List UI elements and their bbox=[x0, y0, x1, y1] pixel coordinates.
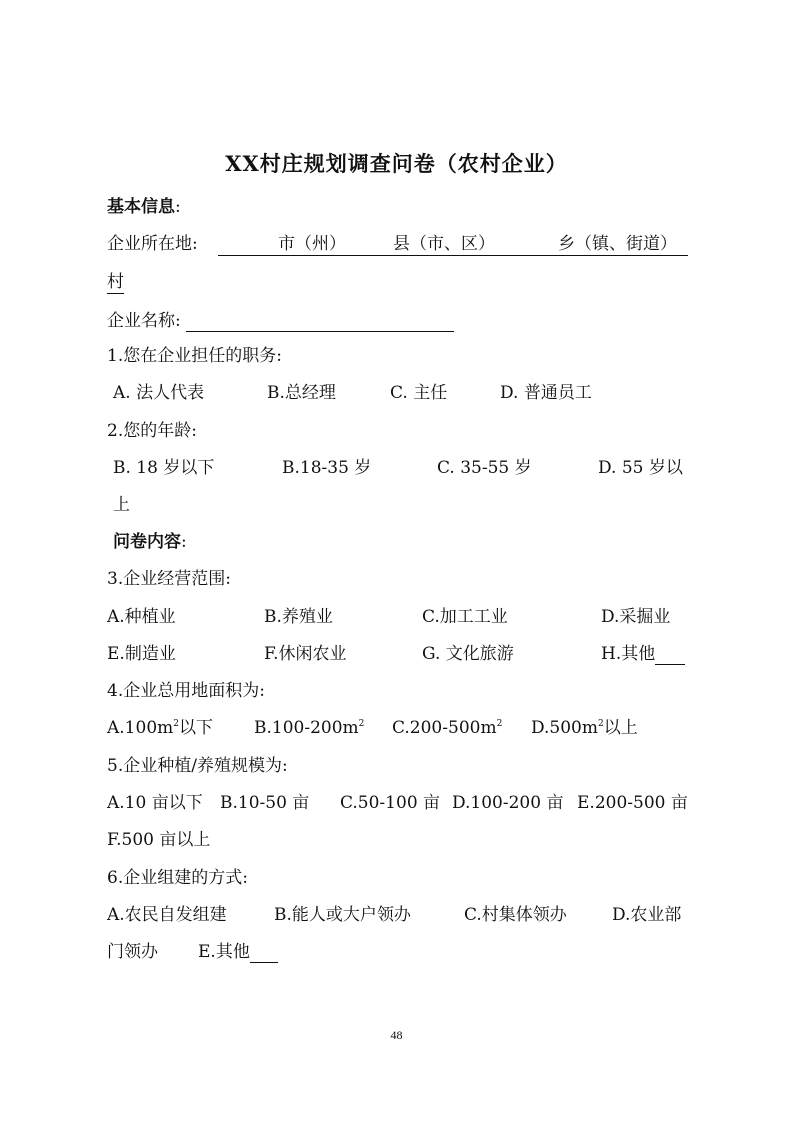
q2-option-d-continuation: 上 bbox=[113, 495, 130, 515]
q4-option-a[interactable] bbox=[107, 717, 213, 739]
location-unit-township: 乡（镇、街道） bbox=[558, 234, 677, 254]
q3-option-h-label: H.其他 bbox=[601, 644, 656, 664]
content-heading-colon: : bbox=[181, 532, 187, 552]
q2-option-c[interactable]: C. 35-55 岁 bbox=[437, 458, 532, 478]
q4-option-b-sup: 2 bbox=[358, 719, 365, 729]
location-unit-county: 县（市、区） bbox=[393, 234, 495, 254]
q6-option-b[interactable]: B.能人或大户领办 bbox=[274, 905, 411, 925]
q3-other-blank[interactable] bbox=[655, 646, 685, 665]
q2-option-b[interactable]: B.18-35 岁 bbox=[282, 458, 372, 478]
q5-option-b[interactable]: B.10-50 亩 bbox=[220, 793, 310, 813]
q2-question: 2.您的年龄: bbox=[107, 421, 197, 441]
q6-option-a[interactable]: A.农民自发组建 bbox=[107, 905, 227, 925]
q6-question: 6.企业组建的方式: bbox=[107, 868, 248, 888]
q5-option-c[interactable]: C.50-100 亩 bbox=[340, 793, 441, 813]
q6-option-d[interactable]: D.农业部 bbox=[612, 905, 682, 925]
location-field[interactable] bbox=[218, 233, 688, 256]
company-name-row bbox=[107, 310, 454, 332]
q5-question: 5.企业种植/养殖规模为: bbox=[107, 756, 288, 776]
company-name-field[interactable] bbox=[186, 313, 454, 332]
location-unit-city: 市（州） bbox=[278, 234, 346, 254]
q1-option-d[interactable]: D. 普通员工 bbox=[500, 383, 592, 403]
q6-other-blank[interactable] bbox=[250, 944, 278, 963]
q4-option-d-text: D.500m bbox=[531, 718, 598, 738]
q3-option-e[interactable]: E.制造业 bbox=[107, 644, 176, 664]
q3-option-a[interactable]: A.种植业 bbox=[107, 607, 176, 627]
q5-option-a[interactable]: A.10 亩以下 bbox=[107, 793, 203, 813]
q4-option-a-text: A.100m bbox=[107, 718, 174, 738]
q5-option-e[interactable]: E.200-500 亩 bbox=[577, 793, 688, 813]
basic-info-colon: : bbox=[175, 197, 181, 217]
q4-option-d-sup: 2 bbox=[598, 719, 604, 729]
content-heading bbox=[113, 531, 187, 553]
basic-info-heading bbox=[107, 196, 181, 218]
basic-info-heading-text: 基本信息 bbox=[107, 197, 175, 217]
q4-option-b[interactable] bbox=[254, 717, 364, 739]
q6-option-e[interactable] bbox=[198, 941, 278, 963]
q2-option-a[interactable]: B. 18 岁以下 bbox=[113, 458, 215, 478]
q3-question: 3.企业经营范围: bbox=[107, 569, 231, 589]
q6-option-e-label: E.其他 bbox=[198, 942, 250, 962]
location-label: 企业所在地: bbox=[107, 234, 198, 254]
q3-option-c[interactable]: C.加工工业 bbox=[422, 607, 508, 627]
location-village[interactable]: 村 bbox=[107, 272, 124, 292]
q1-option-a[interactable]: A. 法人代表 bbox=[113, 383, 205, 403]
q4-option-b-text: B.100-200m bbox=[254, 718, 359, 738]
q4-question: 4.企业总用地面积为: bbox=[107, 681, 265, 701]
q4-option-c-text: C.200-500m bbox=[392, 718, 497, 738]
q2-option-d[interactable]: D. 55 岁以 bbox=[598, 458, 683, 478]
q3-option-h[interactable] bbox=[601, 643, 685, 665]
company-name-label: 企业名称: bbox=[107, 311, 181, 331]
q3-option-f[interactable]: F.休闲农业 bbox=[264, 644, 347, 664]
q5-option-f[interactable]: F.500 亩以上 bbox=[107, 830, 211, 850]
q4-option-a-post: 以下 bbox=[178, 718, 213, 738]
q3-option-d[interactable]: D.采掘业 bbox=[601, 607, 671, 627]
q1-option-c[interactable]: C. 主任 bbox=[390, 383, 448, 403]
q4-option-d-post: 以上 bbox=[603, 718, 638, 738]
q1-option-b[interactable]: B.总经理 bbox=[267, 383, 336, 403]
q1-question: 1.您在企业担任的职务: bbox=[107, 346, 282, 366]
content-heading-text: 问卷内容 bbox=[113, 532, 181, 552]
q6-option-c[interactable]: C.村集体领办 bbox=[464, 905, 567, 925]
q4-option-c-sup: 2 bbox=[496, 719, 503, 729]
q3-option-b[interactable]: B.养殖业 bbox=[264, 607, 333, 627]
page-title: XX村庄规划调查问卷（农村企业） bbox=[225, 151, 568, 176]
q6-option-d-continuation: 门领办 bbox=[107, 942, 158, 962]
q3-option-g[interactable]: G. 文化旅游 bbox=[422, 644, 514, 664]
q5-option-d[interactable]: D.100-200 亩 bbox=[452, 793, 564, 813]
q4-option-c[interactable] bbox=[392, 717, 502, 739]
q4-option-a-sup: 2 bbox=[173, 719, 179, 729]
q4-option-d[interactable] bbox=[531, 717, 638, 739]
page-number: 48 bbox=[390, 1028, 403, 1042]
